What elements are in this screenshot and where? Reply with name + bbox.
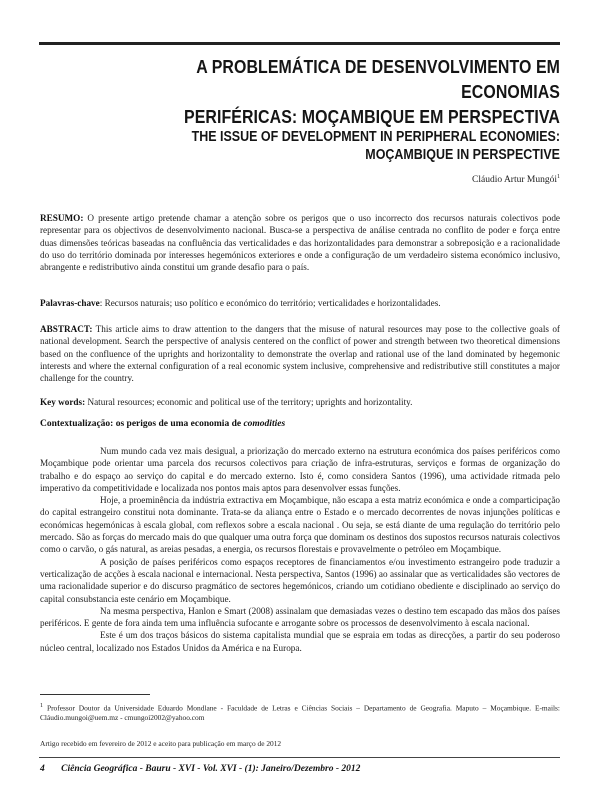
- footnote-rule: [40, 694, 150, 695]
- body-paragraphs: [40, 445, 560, 654]
- author-name: Cláudio Artur Mungói: [472, 175, 557, 186]
- article-subtitle-english: [113, 128, 560, 164]
- body-paragraph: Na mesma perspectiva, Hanlon e Smart (2008) assinalam que demasiadas vezes o destino tem escapado das mãos dos países periféricos. E gente de fora ainda tem uma influência sufocante e arrogante sobre os processos de desenvolvimento à escala nacional.: [40, 605, 560, 629]
- footnote-text: Professor Doutor da Universidade Eduardo Mondlane - Faculdade de Letras e Ciências Sociais – Departamento de Geografia. Maputo – Moçambique. E-mails: Cláudio.mungoi@uem.mz - cmungoi2002@yahoo.com: [40, 703, 560, 723]
- received-note: Artigo recebido em fevereiro de 2012 e aceito para publicação em março de 2012: [40, 739, 282, 748]
- body-paragraph: Este é um dos traços básicos do sistema capitalista mundial que se espraia em todas as direcções, a partir do seu poderoso núcleo central, localizado nos Estados Unidos da América e na Europa.: [40, 630, 560, 653]
- body-paragraph: Num mundo cada vez mais desigual, a priorização do mercado externo na estrutura económica dos países periféricos como Moçambique pode orientar uma parcela dos recursos colectivos para criação de infra-estruturas, serviços e formas de organização do trabalho e do espaço ao serviço do capital e do mercado externo. Isto é, como considera Santos (1996), uma actividade ritmada pelo imperativo da competitividade e localizada nos pontos mais aptos para desenvolver essas funções.: [40, 446, 560, 493]
- journal-citation: Ciência Geográfica - Bauru - XVI - Vol. XVI - (1): Janeiro/Dezembro - 2012: [61, 764, 361, 774]
- section-heading-italic: comodities: [243, 419, 286, 429]
- section-heading: [40, 419, 285, 429]
- keywords-text: Natural resources; economic and political use of the territory; uprights and horizontality.: [87, 397, 413, 407]
- title-line-1: A PROBLEMÁTICA DE DESENVOLVIMENTO EM ECONOMIAS: [196, 56, 560, 102]
- resumo-paragraph: [40, 212, 560, 273]
- subtitle-line-2: MOÇAMBIQUE IN PERSPECTIVE: [365, 147, 560, 163]
- body-paragraph: A posição de países periféricos como espaços receptores de financiamentos e/ou investimento estrangeiro pode traduzir a verticalização de acções à escala nacional e internacional. Nesta perspectiva, Santos (1996) ao assinalar que as verticalidades são vectores de uma racionalidade superior e do discurso pragmático de sectores hegemónicos, criando um cotidiano obediente e disciplinado ao serviço do capital consubstancia este cenário em Moçambique.: [40, 556, 560, 604]
- palavras-chave-paragraph: [40, 297, 560, 309]
- subtitle-line-1: THE ISSUE OF DEVELOPMENT IN PERIPHERAL ECONOMIES:: [191, 129, 560, 145]
- resumo-text: O presente artigo pretende chamar a atenção sobre os perigos que o uso incorrecto dos recursos naturais colectivos pode representar para os objectivos de desenvolvimento nacional. Busca-se a perspectiva de análise centrada no conflito de poder e força entre duas dimensões teóricas baseadas na confluência das verticalidades e das horizontalidades para demonstrar a sobreposição e a racionalidade do uso do território dominada por interesses hegemónicos exteriores e onde a configuração de um verdadeiro sistema económico inclusivo, abrangente e redistributivo ainda constitui um grande desafio para o país.: [40, 213, 560, 273]
- page-number: 4: [40, 764, 45, 774]
- author-byline: [472, 174, 560, 185]
- palavras-chave-label: Palavras-chave: [40, 298, 100, 308]
- page-footer: [40, 764, 360, 774]
- author-footnote-mark: 1: [557, 174, 560, 180]
- body-paragraph: Hoje, a proeminência da indústria extractiva em Moçambique, não escapa a esta matriz económica e onde a comparticipação do capital estrangeiro constitui nota dominante. Trata-se da aliança entre o Estado e o mercado decorrentes de novas injunções políticas e económicas hegemónicas à escala global, com reflexos sobre a escala nacional . Ou seja, se está diante de uma regulação do território pelo mercado. São as forças do mercado mais do que qualquer uma outra força que dominam os destinos dos supostos recursos naturais colectivos como o carvão, o gás natural, as areias pesadas, a energia, os recursos florestais e provavelmente o petróleo em Moçambique.: [40, 495, 560, 555]
- palavras-chave-text: : Recursos naturais; uso político e económico do território; verticalidades e horizontalidades.: [99, 298, 441, 308]
- keywords-label: Key words:: [40, 397, 86, 407]
- bottom-rule: [39, 757, 560, 758]
- abstract-label: ABSTRACT:: [40, 324, 93, 334]
- top-rule: [39, 42, 560, 45]
- keywords-paragraph: [40, 396, 560, 408]
- resumo-label: RESUMO:: [40, 213, 84, 223]
- section-heading-text: Contextualização: os perigos de uma economia de: [40, 419, 244, 429]
- article-title: [113, 54, 560, 129]
- title-line-2: PERIFÉRICAS: MOÇAMBIQUE EM PERSPECTIVA: [183, 106, 560, 127]
- footnote: [40, 701, 560, 723]
- abstract-text: This article aims to draw attention to the dangers that the misuse of natural resources may pose to the collective goals of national development. Search the perspective of analysis centered on the conflict of power and strength between two theoretical dimensions based on the confluence of the uprights and horizontality to demonstrate the overlap and rational use of the land dominated by hegemonic interests and where the external configuration of a real economic system inclusive, comprehensive and redistributive still constitutes a major challenge for the country.: [40, 324, 560, 384]
- abstract-paragraph: [40, 323, 560, 384]
- footnote-mark: 1: [40, 703, 44, 709]
